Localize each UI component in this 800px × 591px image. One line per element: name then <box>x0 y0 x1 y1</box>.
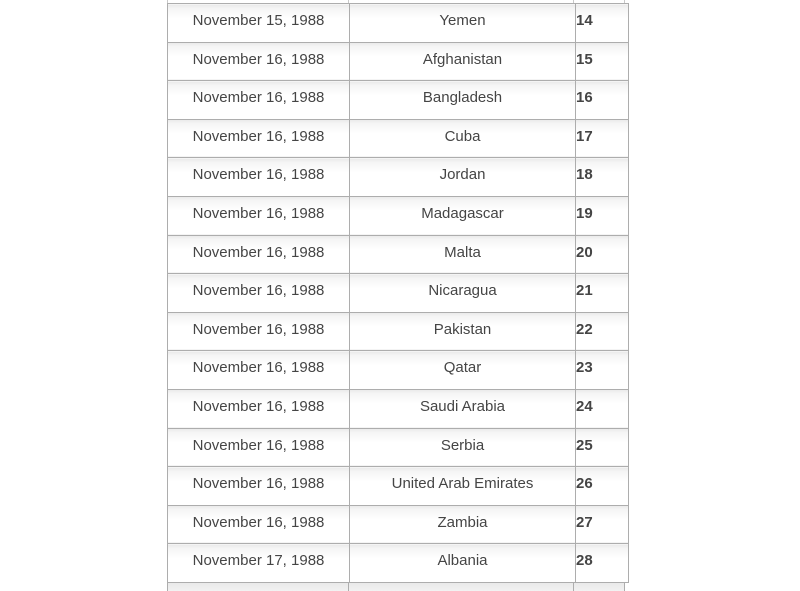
table-row <box>168 196 629 235</box>
table-row <box>168 544 629 583</box>
number-cell: 16 <box>576 81 629 120</box>
table-row <box>168 81 629 120</box>
table-row <box>168 235 629 274</box>
date-cell: November 16, 1988 <box>168 235 350 274</box>
country-cell: Cuba <box>350 119 576 158</box>
date-cell: November 16, 1988 <box>168 312 350 351</box>
table-row <box>168 389 629 428</box>
country-cell: United Arab Emirates <box>350 467 576 506</box>
cropped-next-row-number-cell <box>573 582 625 591</box>
country-cell: Zambia <box>350 505 576 544</box>
number-cell: 15 <box>576 42 629 81</box>
country-cell: Qatar <box>350 351 576 390</box>
number-cell: 18 <box>576 158 629 197</box>
country-cell: Serbia <box>350 428 576 467</box>
country-cell: Afghanistan <box>350 42 576 81</box>
table-row <box>168 119 629 158</box>
date-cell: November 16, 1988 <box>168 42 350 81</box>
table-row <box>168 312 629 351</box>
date-cell: November 16, 1988 <box>168 119 350 158</box>
cropped-next-row <box>167 582 625 591</box>
number-cell: 25 <box>576 428 629 467</box>
number-cell: 20 <box>576 235 629 274</box>
date-cell: November 16, 1988 <box>168 351 350 390</box>
table-row <box>168 467 629 506</box>
table-row <box>168 505 629 544</box>
data-table <box>167 3 629 583</box>
country-cell: Nicaragua <box>350 274 576 313</box>
number-cell: 27 <box>576 505 629 544</box>
table-row <box>168 42 629 81</box>
table-row <box>168 274 629 313</box>
date-cell: November 16, 1988 <box>168 81 350 120</box>
country-cell: Saudi Arabia <box>350 389 576 428</box>
date-cell: November 17, 1988 <box>168 544 350 583</box>
country-cell: Bangladesh <box>350 81 576 120</box>
country-cell: Yemen <box>350 4 576 43</box>
cropped-next-row-country-cell <box>348 582 573 591</box>
number-cell: 26 <box>576 467 629 506</box>
table-row <box>168 351 629 390</box>
number-cell: 24 <box>576 389 629 428</box>
date-cell: November 15, 1988 <box>168 4 350 43</box>
data-table-container <box>167 3 629 583</box>
table-row <box>168 4 629 43</box>
date-cell: November 16, 1988 <box>168 505 350 544</box>
number-cell: 22 <box>576 312 629 351</box>
number-cell: 17 <box>576 119 629 158</box>
number-cell: 14 <box>576 4 629 43</box>
date-cell: November 16, 1988 <box>168 274 350 313</box>
number-cell: 28 <box>576 544 629 583</box>
date-cell: November 16, 1988 <box>168 467 350 506</box>
number-cell: 23 <box>576 351 629 390</box>
country-cell: Pakistan <box>350 312 576 351</box>
country-cell: Madagascar <box>350 196 576 235</box>
date-cell: November 16, 1988 <box>168 158 350 197</box>
country-cell: Jordan <box>350 158 576 197</box>
number-cell: 21 <box>576 274 629 313</box>
country-cell: Malta <box>350 235 576 274</box>
cropped-next-row-date-cell <box>167 582 348 591</box>
country-cell: Albania <box>350 544 576 583</box>
number-cell: 19 <box>576 196 629 235</box>
date-cell: November 16, 1988 <box>168 428 350 467</box>
date-cell: November 16, 1988 <box>168 196 350 235</box>
table-row <box>168 158 629 197</box>
date-cell: November 16, 1988 <box>168 389 350 428</box>
table-row <box>168 428 629 467</box>
data-table-body <box>168 4 629 583</box>
